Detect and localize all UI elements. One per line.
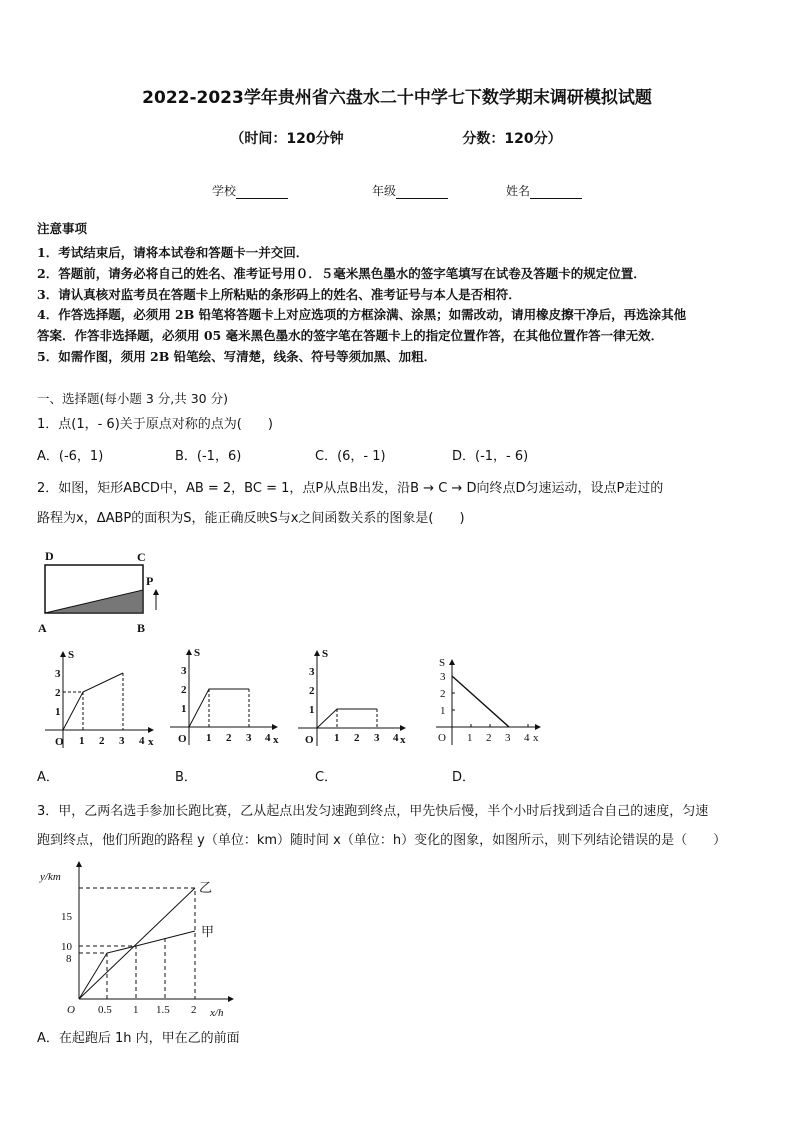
exam-time: （时间：120分钟 — [230, 131, 344, 147]
x-tick: 1 — [133, 1004, 139, 1016]
y-tick: 8 — [66, 953, 72, 965]
note-item: 2．答题前，请务必将自己的姓名、准考证号用０．５毫米黑色墨水的签字笔填写在试卷及答题卡的规定位置． — [37, 266, 646, 281]
axis-x: x — [400, 734, 406, 746]
tick: 1 — [467, 732, 473, 744]
section-heading: 一、选择题(每小题 3 分,共 30 分) — [37, 391, 228, 406]
label-a: A — [38, 621, 47, 635]
graph-option-a — [45, 652, 153, 748]
q2-option-b[interactable]: B． — [175, 770, 197, 785]
q1-stem: 1．点(1，- 6)关于原点对称的点为( ) — [37, 417, 273, 432]
tick: 2 — [55, 687, 61, 699]
school-label: 学校 — [212, 184, 237, 198]
q2-option-a[interactable]: A． — [37, 770, 59, 785]
label-c: C — [137, 550, 146, 564]
series-jia-label: 甲 — [201, 925, 215, 940]
origin: O — [178, 733, 187, 745]
y-tick: 10 — [61, 941, 72, 953]
label-p: P — [146, 574, 154, 588]
series-jia-line — [79, 931, 195, 999]
note-item: 4．作答选择题，必须用 2B 铅笔将答题卡上对应选项的方框涂满、涂黑；如需改动，请用橡皮擦干净后，再选涂其他 — [37, 307, 687, 322]
tick: 1 — [334, 732, 340, 744]
exam-score: 分数：120分） — [462, 131, 562, 147]
tick: 3 — [374, 732, 380, 744]
q1-option-c[interactable]: C．(6，- 1) — [315, 449, 386, 464]
tick: 4 — [139, 735, 145, 747]
rectangle-abcd-figure — [38, 549, 156, 635]
tick: 2 — [226, 732, 232, 744]
series-yi-line — [79, 888, 195, 999]
origin: O — [67, 1004, 75, 1016]
axis-x: x — [273, 734, 279, 746]
q1-option-d[interactable]: D．(-1，- 6) — [452, 449, 529, 464]
q2-option-d[interactable]: D． — [452, 770, 476, 785]
q2-stem-line2: 路程为x，ΔABP的面积为S，能正确反映S与x之间函数关系的图象是( ) — [37, 511, 465, 526]
q2-option-c[interactable]: C． — [315, 770, 338, 785]
q1-option-b[interactable]: B．(-1，6) — [175, 449, 242, 464]
tick: 3 — [246, 732, 252, 744]
notes-heading: 注意事项 — [37, 221, 88, 236]
axis-s: S — [68, 649, 75, 661]
note-item: 1．考试结束后，请将本试卷和答题卡一并交回． — [37, 245, 309, 260]
q3-stem-line2: 跑到终点，他们所跑的路程 y（单位：km）随时间 x（单位：h）变化的图象，如图所示，则下列结论错误的是（ ） — [37, 833, 727, 848]
tick: 3 — [505, 732, 511, 744]
tick: 1 — [79, 735, 85, 747]
tick: 2 — [440, 688, 446, 700]
q1-option-a[interactable]: A．(-6，1) — [37, 449, 104, 464]
series-yi-label: 乙 — [199, 881, 213, 896]
tick: 4 — [393, 732, 399, 744]
x-tick: 2 — [191, 1004, 197, 1016]
tick: 1 — [55, 706, 61, 718]
tick: 2 — [486, 732, 492, 744]
axis-s: S — [439, 657, 446, 669]
axis-s: S — [322, 648, 329, 660]
origin: O — [305, 734, 314, 746]
note-item: 答案．作答非选择题，必须用 05 毫米黑色墨水的签字笔在答题卡上的指定位置作答，在其他位置作答一律无效． — [37, 328, 664, 343]
x-tick: 0.5 — [98, 1004, 112, 1016]
y-tick: 15 — [61, 911, 72, 923]
tick: 2 — [99, 735, 105, 747]
label-d: D — [45, 549, 54, 563]
grade-label: 年级 — [372, 184, 397, 198]
q3-option-a[interactable]: A．在起跑后 1h 内，甲在乙的前面 — [37, 1031, 240, 1046]
axis-s: S — [194, 647, 201, 659]
tick: 1 — [181, 703, 187, 715]
y-axis-label: y/km — [40, 871, 61, 883]
origin: O — [438, 732, 446, 744]
x-axis-label: x/h — [210, 1007, 224, 1019]
tick: 2 — [309, 685, 315, 697]
tick: 1 — [206, 732, 212, 744]
tick: 3 — [440, 671, 446, 683]
note-item: 3．请认真核对监考员在答题卡上所粘贴的条形码上的姓名、准考证号与本人是否相符． — [37, 287, 521, 302]
tick: 3 — [181, 665, 187, 677]
tick: 4 — [265, 732, 271, 744]
tick: 3 — [55, 668, 61, 680]
label-b: B — [137, 621, 146, 635]
name-label: 姓名 — [506, 184, 531, 198]
q2-stem-line1: 2．如图，矩形ABCD中，AB = 2，BC = 1，点P从点B出发，沿B → C → D向终点D匀速运动，设点P走过的 — [37, 481, 664, 496]
tick: 3 — [309, 666, 315, 678]
origin: O — [55, 736, 64, 748]
tick: 2 — [181, 684, 187, 696]
tick: 1 — [309, 704, 315, 716]
page-title: 2022-2023学年贵州省六盘水二十中学七下数学期末调研模拟试题 — [142, 88, 652, 108]
axis-x: x — [148, 736, 154, 748]
axis-x: x — [533, 732, 539, 744]
x-tick: 1.5 — [156, 1004, 170, 1016]
tick: 3 — [119, 735, 125, 747]
note-item: 5．如需作图，须用 2B 铅笔绘、写清楚，线条、符号等须加黑、加粗． — [37, 349, 437, 364]
tick: 1 — [440, 705, 446, 717]
tick: 2 — [354, 732, 360, 744]
tick: 4 — [524, 732, 530, 744]
q3-stem-line1: 3．甲，乙两名选手参加长跑比赛，乙从起点出发匀速跑到终点，甲先快后慢，半个小时后找到适合自己的速度，匀速 — [37, 804, 709, 819]
